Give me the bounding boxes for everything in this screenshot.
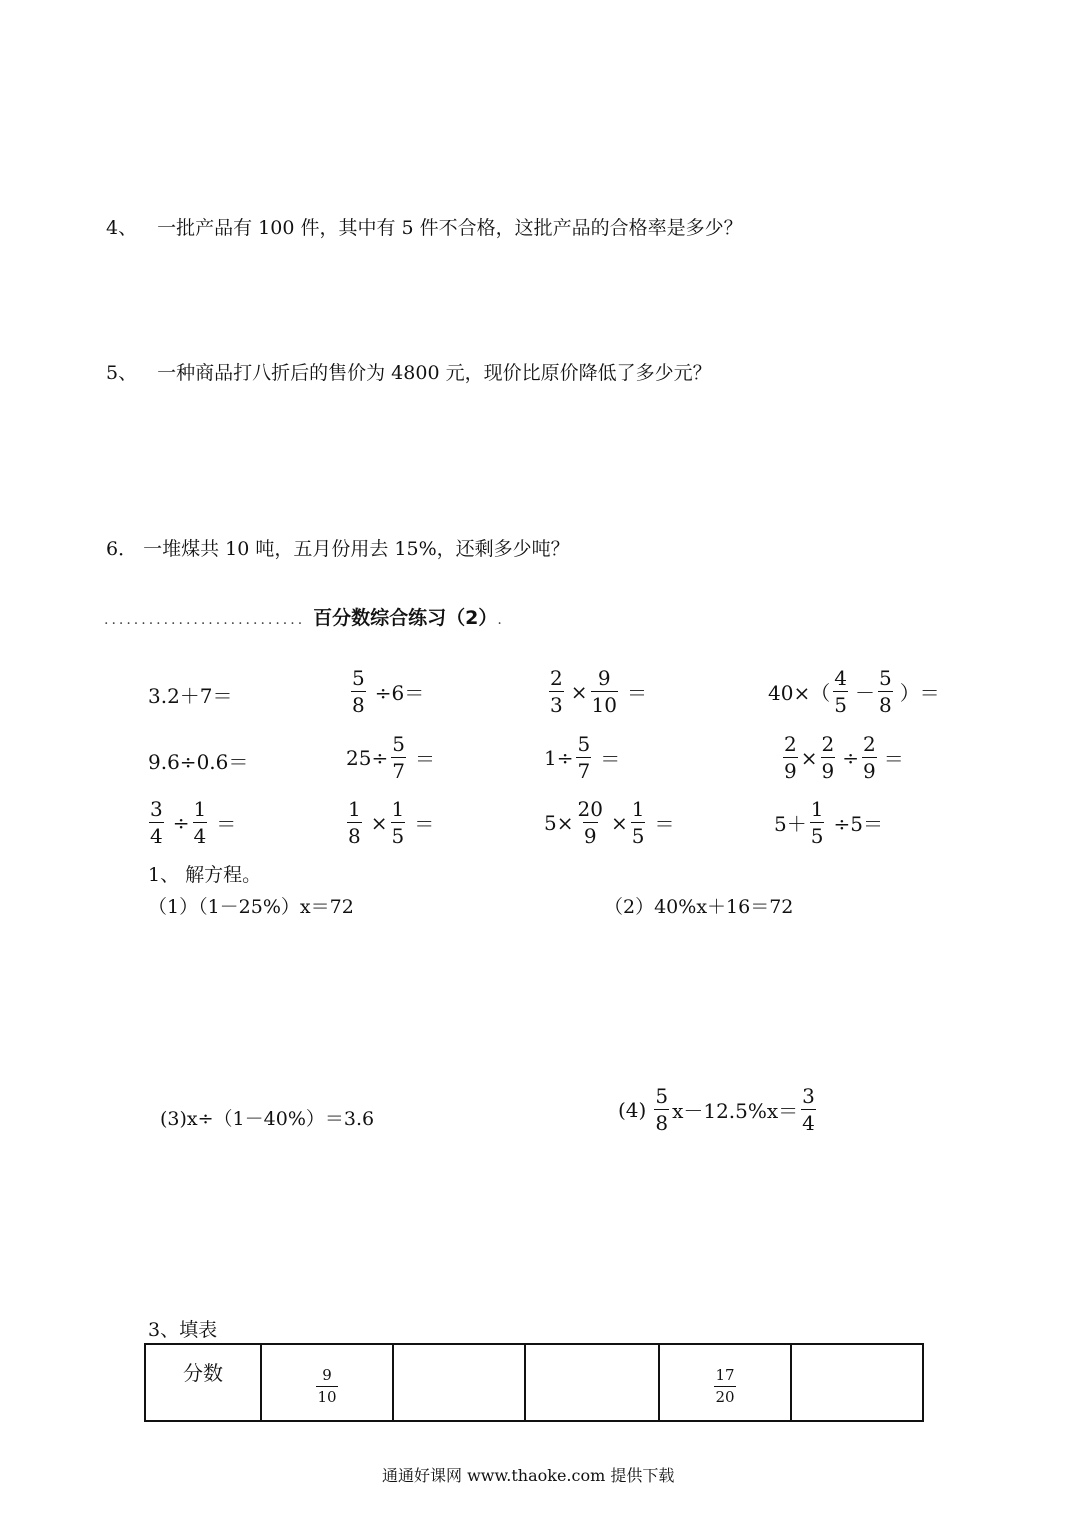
fraction: $\frac{3}{4}$ [802, 1084, 815, 1135]
calc-1b: $\frac{5}{8}$ ÷6＝ [352, 666, 425, 717]
footer: 通通好课网 www.thaoke.com 提供下载 [382, 1466, 675, 1485]
table-heading: 3、填表 [148, 1319, 218, 1341]
table-cell[interactable] [393, 1344, 525, 1421]
fraction: $\frac{3}{4}$ [150, 797, 163, 848]
problem-text: 一种商品打八折后的售价为 4800 元，现价比原价降低了多少元？ [157, 362, 712, 384]
calc-1d: 40×（ $\frac{4}{5}$ － $\frac{5}{8}$ ）＝ [768, 666, 940, 717]
table-cell[interactable] [525, 1344, 659, 1421]
fraction: $\frac{2}{9}$ [821, 732, 835, 783]
problem-6 [106, 534, 570, 561]
fraction: $\frac{2}{3}$ [550, 666, 563, 717]
calc-2c: 1÷ $\frac{5}{7}$ ＝ [544, 732, 621, 783]
calc-3d: 5＋ $\frac{1}{5}$ ÷5＝ [774, 797, 883, 848]
calc-3c: 5× $\frac{20}{9}$ × $\frac{1}{5}$ ＝ [544, 797, 675, 848]
fraction: $\frac{2}{9}$ [863, 732, 876, 783]
fraction: $\frac{5}{8}$ [655, 1084, 669, 1135]
fill-table [144, 1343, 924, 1422]
fraction: $\frac{1}{4}$ [193, 797, 207, 848]
table-row [145, 1344, 923, 1421]
calc-2d: $\frac{2}{9}$ × $\frac{2}{9}$ ÷ $\frac{2}{9}$ ＝ [784, 732, 904, 783]
fraction: $\frac{2}{9}$ [784, 732, 797, 783]
problem-text: 一批产品有 100 件，其中有 5 件不合格，这批产品的合格率是多少？ [157, 217, 743, 239]
fraction: $\frac{17}{20}$ [715, 1365, 735, 1406]
problem-text: 一堆煤共 10 吨，五月份用去 15%，还剩多少吨？ [143, 538, 570, 560]
equation-4: (4) $\frac{5}{8}$ x－12.5%x＝ $\frac{3}{4}$ [618, 1084, 815, 1135]
table-cell[interactable] [791, 1344, 923, 1421]
calc-3b: $\frac{1}{8}$ × $\frac{1}{5}$ ＝ [348, 797, 435, 848]
fraction: $\frac{1}{5}$ [631, 797, 645, 848]
calc-1a: 3.2＋7＝ [148, 684, 233, 708]
problem-4 [106, 213, 743, 240]
fraction: $\frac{1}{5}$ [391, 797, 405, 848]
problem-5 [106, 358, 712, 385]
equations-heading: 1、 解方程。 [148, 864, 262, 886]
fraction: $\frac{20}{9}$ [577, 797, 603, 848]
table-label: 分数 [145, 1344, 261, 1421]
equation-1: （1）（1－25%）x＝72 [148, 896, 354, 918]
fraction: $\frac{4}{5}$ [834, 666, 847, 717]
dot-trail: . [497, 612, 505, 628]
dot-leader: ........................... [104, 612, 306, 628]
fraction: $\frac{1}{8}$ [348, 797, 361, 848]
calc-3a: $\frac{3}{4}$ ÷ $\frac{1}{4}$ ＝ [150, 797, 237, 848]
section-header [104, 603, 505, 630]
equation-3: (3)x÷（1－40%）＝3.6 [160, 1108, 375, 1130]
table-cell [659, 1344, 791, 1421]
calc-2b: 25÷ $\frac{5}{7}$ ＝ [346, 732, 435, 783]
fraction: $\frac{9}{10}$ [591, 666, 617, 717]
problem-number: 4、 [106, 217, 138, 239]
fraction: $\frac{9}{10}$ [317, 1365, 337, 1406]
equation-2: （2）40%x＋16＝72 [604, 896, 794, 918]
table-cell [261, 1344, 393, 1421]
fraction: $\frac{5}{7}$ [392, 732, 405, 783]
section-title: 百分数综合练习（2） [313, 607, 498, 629]
fraction: $\frac{5}{8}$ [352, 666, 365, 717]
problem-number: 5、 [106, 362, 138, 384]
fraction: $\frac{5}{8}$ [878, 666, 892, 717]
calc-1c: $\frac{2}{3}$ × $\frac{9}{10}$ ＝ [550, 666, 647, 717]
fraction: $\frac{1}{5}$ [810, 797, 824, 848]
problem-number: 6． [106, 538, 138, 560]
fraction: $\frac{5}{7}$ [577, 732, 591, 783]
calc-2a: 9.6÷0.6＝ [148, 750, 249, 774]
